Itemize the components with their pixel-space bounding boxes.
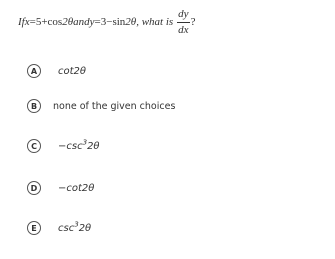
option-d[interactable] [27,179,94,197]
option-c-post: 2θ [87,140,100,152]
eq-x: =5+ [29,16,48,28]
option-e-text [58,220,92,234]
question-text [18,6,195,38]
what-is-text: , what is [136,16,174,28]
option-e-pre: csc [58,222,75,234]
option-e-exponent: 3 [74,220,79,229]
derivative-fraction [177,9,189,36]
option-a-letter-badge: A [27,64,41,78]
var-x: x [24,16,30,28]
var-y: y [89,16,95,28]
option-c-text [58,138,100,152]
option-b[interactable] [27,97,175,115]
sin-fn: sin [112,16,126,28]
theta-arg-y: 2θ [125,16,137,28]
fraction-numerator: dy [177,9,189,23]
option-c[interactable] [27,137,100,155]
fraction-denominator: dx [178,23,189,36]
option-a-text: cot2θ [58,65,87,77]
option-b-letter-badge: B [27,99,41,113]
option-c-pre: −csc [58,140,83,152]
option-e-post: 2θ [78,222,92,234]
option-d-letter-badge: D [27,181,41,195]
eq-y: =3− [94,16,113,28]
option-e-letter-badge: E [27,221,41,235]
question-prefix: If [18,16,25,28]
theta-arg-x: 2θ [62,16,74,28]
option-c-letter-badge: C [27,139,41,153]
option-b-text: none of the given choices [53,100,176,112]
option-e[interactable] [27,219,91,237]
cos-fn: cos [47,16,63,28]
option-c-exponent: 3 [82,138,88,147]
option-d-text: −cot2θ [58,182,95,194]
question-mark: ? [190,16,196,28]
option-a[interactable] [27,62,86,80]
and-text: and [73,16,90,28]
